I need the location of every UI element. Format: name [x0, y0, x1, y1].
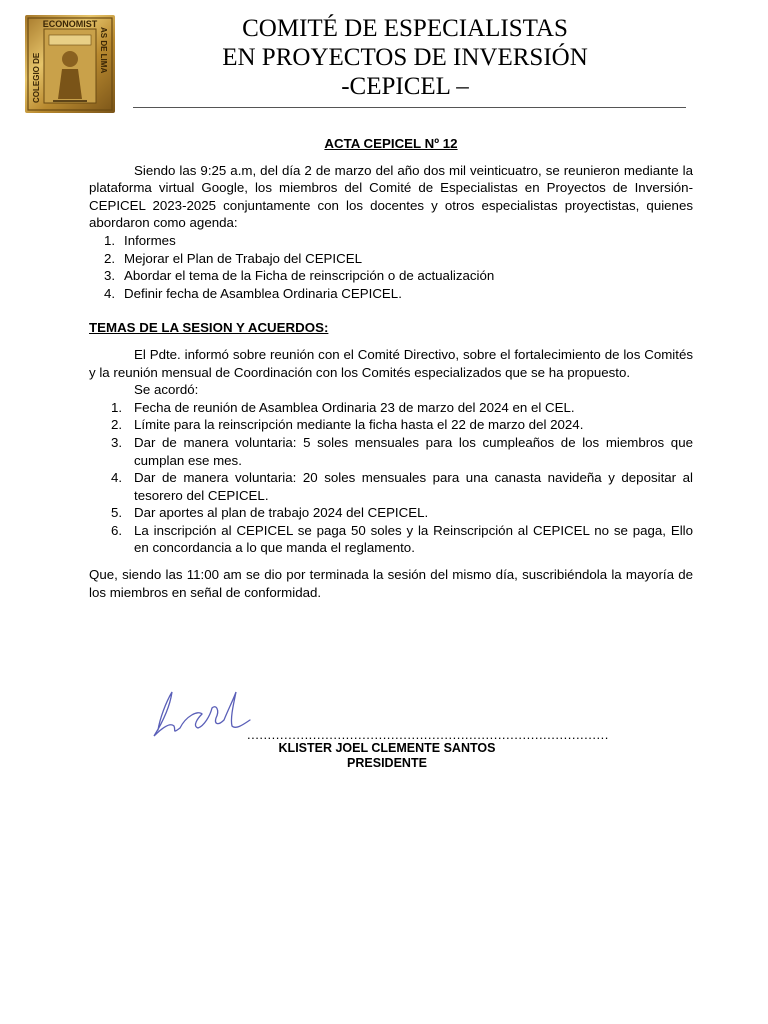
informe-paragraph: El Pdte. informó sobre reunión con el Comité Directivo, sobre el fortalecimiento de los Comités y la reunión mensual de Coordinación con los Comités especializados que se ha propuesto. — [89, 346, 693, 380]
list-text: Fecha de reunión de Asamblea Ordinaria 23 de marzo del 2024 en el CEL. — [134, 399, 575, 415]
closing-paragraph: Que, siendo las 11:00 am se dio por terminada la sesión del mismo día, suscribiéndola la mayoría de los miembros en señal de conformidad. — [89, 567, 693, 600]
list-item — [89, 504, 693, 522]
list-number: 2. — [104, 250, 116, 266]
college-seal-icon — [25, 15, 115, 113]
list-item — [89, 522, 693, 557]
signer-block — [247, 741, 527, 771]
list-text: Dar de manera voluntaria: 20 soles mensuales para una canasta navideña y depositar al tesorero del CEPICEL. — [134, 470, 693, 503]
acta-title: ACTA CEPICEL Nº 12 — [324, 136, 458, 151]
college-logo — [25, 15, 115, 113]
list-item — [89, 232, 693, 250]
acta-body — [89, 135, 693, 601]
list-item — [89, 434, 693, 469]
list-item — [89, 399, 693, 417]
list-text: Informes — [124, 232, 176, 248]
agenda-list — [89, 232, 693, 302]
se-acordo-label: Se acordó: — [134, 382, 199, 398]
committee-header — [120, 14, 690, 101]
list-number: 4. — [104, 285, 116, 301]
list-number: 4. — [111, 470, 123, 486]
list-item — [89, 267, 693, 285]
list-text: Definir fecha de Asamblea Ordinaria CEPICEL. — [124, 285, 402, 301]
intro-paragraph: Siendo las 9:25 a.m, del día 2 de marzo del año dos mil veinticuatro, se reunieron mediante la plataforma virtual Google, los miembros del Comité de Especialistas en Proyectos de Inversión-CEPICEL 2023-2025 conjuntamente con los docentes y otros especialistas proyectistas, quienes abordaron como agenda: — [89, 162, 693, 231]
header-divider — [133, 107, 686, 108]
header-line-1: COMITÉ DE ESPECIALISTAS — [242, 15, 568, 42]
list-item — [89, 285, 693, 303]
list-item — [89, 469, 693, 504]
list-number: 6. — [111, 522, 123, 538]
list-item — [89, 250, 693, 268]
signer-role: PRESIDENTE — [347, 756, 427, 770]
list-number: 1. — [111, 399, 123, 415]
list-text: Abordar el tema de la Ficha de reinscripción o de actualización — [124, 268, 495, 284]
header-line-3: -CEPICEL – — [341, 73, 469, 100]
list-number: 5. — [111, 505, 123, 521]
header-line-2: EN PROYECTOS DE INVERSIÓN — [222, 44, 588, 71]
list-text: Mejorar el Plan de Trabajo del CEPICEL — [124, 250, 362, 266]
list-text: Dar aportes al plan de trabajo 2024 del CEPICEL. — [134, 505, 429, 521]
section-title: TEMAS DE LA SESION Y ACUERDOS: — [89, 320, 329, 336]
acuerdos-list — [89, 399, 693, 557]
list-number: 3. — [111, 434, 123, 450]
logo-ring-right: AS DE LIMA — [99, 27, 108, 74]
signer-name: KLISTER JOEL CLEMENTE SANTOS — [278, 741, 496, 755]
list-text: Límite para la reinscripción mediante la ficha hasta el 22 de marzo del 2024. — [134, 417, 584, 433]
list-text: Dar de manera voluntaria: 5 soles mensuales para los cumpleaños de los miembros que cumplan ese mes. — [134, 434, 693, 468]
list-item — [89, 416, 693, 434]
signature-line: ........................................................................................ — [247, 727, 609, 742]
list-number: 3. — [104, 268, 116, 284]
list-number: 1. — [104, 232, 116, 248]
list-number: 2. — [111, 417, 123, 433]
logo-ring-top: ECONOMIST — [42, 19, 98, 29]
logo-ring-left: COLEGIO DE — [32, 52, 41, 103]
list-text: La inscripción al CEPICEL se paga 50 soles y la Reinscripción al CEPICEL no se paga, Ello en concordancia a lo que manda el reglamento. — [134, 522, 693, 556]
